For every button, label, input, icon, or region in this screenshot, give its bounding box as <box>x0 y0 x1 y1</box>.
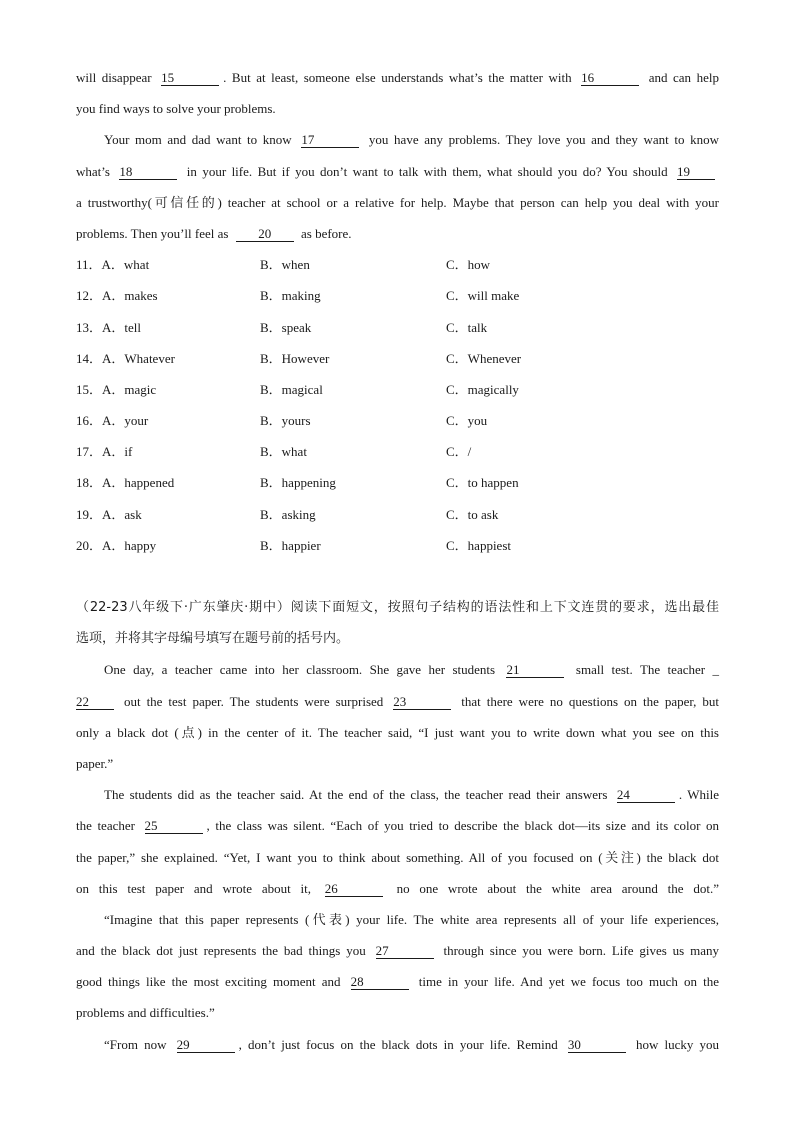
passage-line: will disappear 15 . But at least, someone else understands what’s the matter with 16 and can help <box>76 70 719 85</box>
option-row-16: 16．A．your B．yours C．you <box>76 405 719 436</box>
option-c[interactable]: C．Whenever <box>446 350 522 366</box>
option-a[interactable]: A．what <box>101 257 150 273</box>
section-instructions: （22-23八年级下·广东肇庆·期中）阅读下面短文，按照句子结构的语法性和上下文连贯的要求，选出最佳 <box>76 600 719 615</box>
passage-line: “Imagine that this paper represents (代表) your life. The white area represents all of your life experiences, <box>104 911 719 927</box>
option-row-14: 14．A．Whatever B．However C．Whenever <box>76 343 719 374</box>
option-c[interactable]: C．you <box>446 413 488 429</box>
passage-line: on this test paper and wrote about it, 26 no one wrote about the white area around the dot.” <box>76 880 719 896</box>
passage-line: a trustworthy(可信任的) teacher at school or a relative for help. Maybe that person can help you deal with your <box>76 194 719 210</box>
options-list <box>76 249 719 561</box>
section-instructions: 选项，并将其字母编号填写在题号前的括号内。 <box>76 631 350 647</box>
option-b[interactable]: B．magical <box>260 381 323 397</box>
option-c[interactable]: C．magically <box>446 381 519 397</box>
section-gap <box>76 561 719 592</box>
option-a[interactable]: A．magic <box>102 381 157 397</box>
option-a[interactable]: A．if <box>102 444 133 460</box>
option-b[interactable]: B．speak <box>260 319 312 335</box>
option-row-17: 17．A．if B．what C．/ <box>76 436 719 467</box>
passage-line: and the black dot just represents the bad things you 27 through since you were born. Life gives us many <box>76 943 719 959</box>
option-a[interactable]: A．happened <box>102 475 175 491</box>
option-row-13: 13．A．tell B．speak C．talk <box>76 312 719 343</box>
passage-line: problems. Then you’ll feel as 20 as before. <box>76 225 352 241</box>
option-b[interactable]: B．happier <box>260 537 321 553</box>
option-c[interactable]: C．talk <box>446 319 488 335</box>
option-row-15: 15．A．magic B．magical C．magically <box>76 374 719 405</box>
blank-19[interactable]: 19 <box>677 164 715 180</box>
option-a[interactable]: A．tell <box>102 319 142 335</box>
blank-28[interactable]: 28 <box>351 974 409 990</box>
option-b[interactable]: B．making <box>260 288 321 304</box>
option-b[interactable]: B．when <box>260 257 310 273</box>
option-c[interactable]: C．happiest <box>446 537 511 553</box>
option-c[interactable]: C．to happen <box>446 475 519 491</box>
passage-line: Your mom and dad want to know 17 you have any problems. They love you and they want to know <box>104 132 719 148</box>
blank-17[interactable]: 17 <box>301 132 359 148</box>
passage-line: One day, a teacher came into her classroom. She gave her students 21 small test. The teacher _ <box>104 662 719 678</box>
passage-line: what’s 18 in your life. But if you don’t want to talk with them, what should you do? You should 19 <box>76 156 719 187</box>
option-b[interactable]: B．asking <box>260 506 316 522</box>
passage-line: the paper,” she explained. “Yet, I want you to think about something. All of you focused on (关注) the black dot <box>76 849 719 865</box>
blank-21[interactable]: 21 <box>506 662 564 678</box>
option-a[interactable]: A．makes <box>102 288 158 304</box>
passage-line: “From now 29 , don’t just focus on the black dots in your life. Remind 30 how lucky you <box>104 1036 719 1052</box>
option-c[interactable]: C．will make <box>446 288 520 304</box>
option-a[interactable]: A．Whatever <box>102 350 175 366</box>
blank-23[interactable]: 23 <box>393 694 451 710</box>
blank-29[interactable]: 29 <box>177 1037 235 1053</box>
blank-26[interactable]: 26 <box>325 881 383 897</box>
option-b[interactable]: B．what <box>260 444 307 460</box>
option-row-12: 12．A．makes B．making C．will make <box>76 280 719 311</box>
option-c[interactable]: C．/ <box>446 444 472 460</box>
blank-24[interactable]: 24 <box>617 787 675 803</box>
option-row-18: 18．A．happened B．happening C．to happen <box>76 467 719 498</box>
option-a[interactable]: A．your <box>102 413 149 429</box>
option-c[interactable]: C．to ask <box>446 506 499 522</box>
option-row-11: 11．A．what B．when C．how <box>76 249 719 280</box>
option-row-19: 19．A．ask B．asking C．to ask <box>76 499 719 530</box>
passage-line: good things like the most exciting moment and 28 time in your life. And yet we focus too much on the <box>76 974 719 990</box>
blank-22[interactable]: 22 <box>76 694 114 710</box>
blank-30[interactable]: 30 <box>568 1037 626 1053</box>
passage-line: only a black dot (点) in the center of it. The teacher said, “I just want you to write down what you see on this <box>76 724 719 740</box>
option-b[interactable]: B．However <box>260 350 330 366</box>
option-c[interactable]: C．how <box>446 257 491 273</box>
passage-line: you find ways to solve your problems. <box>76 101 276 117</box>
option-b[interactable]: B．happening <box>260 475 336 491</box>
blank-20[interactable]: 20 <box>236 226 294 242</box>
blank-25[interactable]: 25 <box>145 818 203 834</box>
passage-line: paper.” <box>76 755 114 771</box>
option-a[interactable]: A．ask <box>102 506 142 522</box>
passage-line: problems and difficulties.” <box>76 1005 215 1021</box>
option-row-20: 20．A．happy B．happier C．happiest <box>76 530 719 561</box>
blank-15[interactable]: 15 <box>161 70 219 86</box>
option-b[interactable]: B．yours <box>260 413 311 429</box>
option-a[interactable]: A．happy <box>102 537 157 553</box>
passage-line: the teacher 25 , the class was silent. “Each of you tried to describe the black dot—its size and its color on <box>76 818 720 834</box>
blank-16[interactable]: 16 <box>581 70 639 86</box>
blank-27[interactable]: 27 <box>376 943 434 959</box>
blank-18[interactable]: 18 <box>119 164 177 180</box>
passage-line: The students did as the teacher said. At the end of the class, the teacher read their answers 24 . While <box>104 787 719 803</box>
passage-line: 22 out the test paper. The students were surprised 23 that there were no questions on the paper, but <box>76 693 720 709</box>
document-page <box>76 62 719 1060</box>
